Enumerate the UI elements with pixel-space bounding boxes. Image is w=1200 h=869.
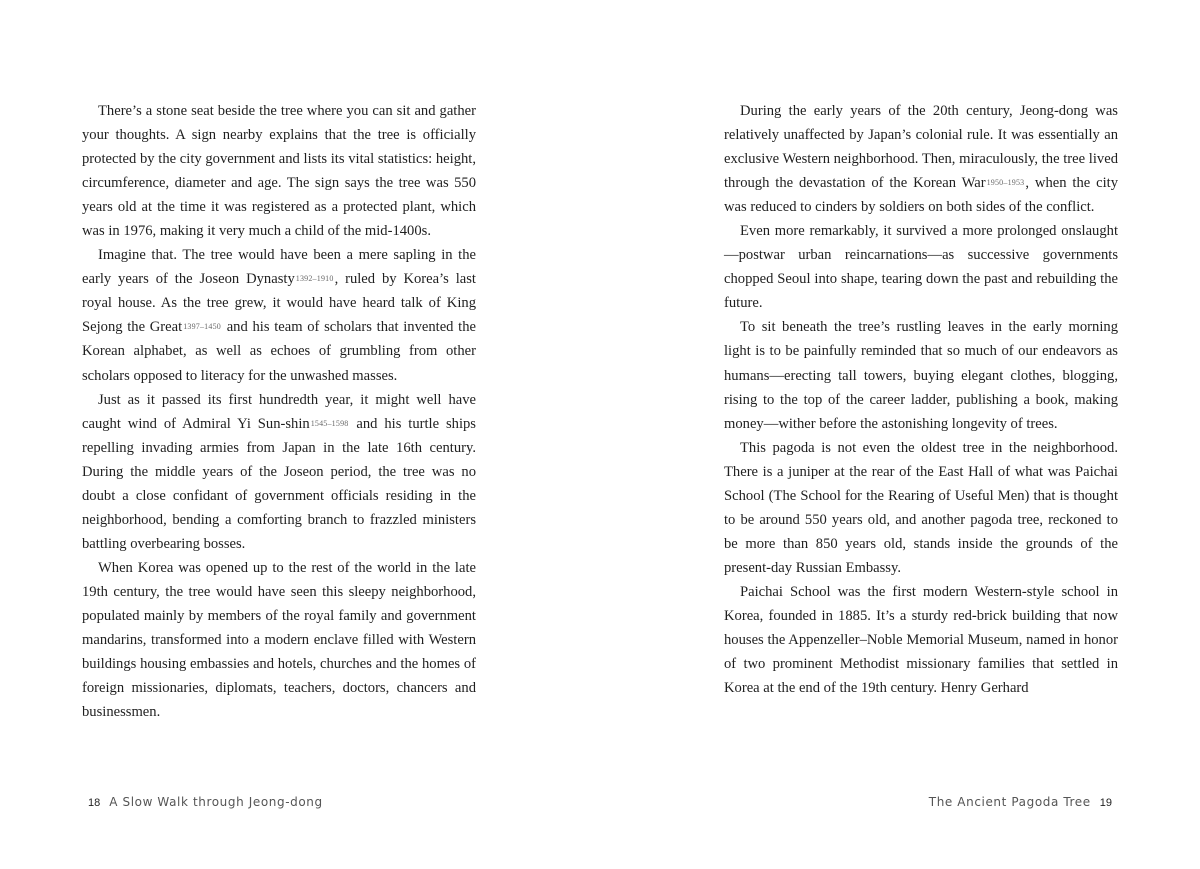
text-run: During the early years of the 20th century, Jeong-dong was relatively unaffected by Japan’s colonial rule. It was essentially an exclusive Western neighborhood. Then, miraculously, the tree lived through the devastation of the Korean War bbox=[724, 103, 1118, 192]
right-page bbox=[600, 0, 1200, 869]
date-range: 1950–1953 bbox=[986, 178, 1025, 188]
text-run: When Korea was opened up to the rest of the world in the late 19th century, the tree would have seen this sleepy neighborhood, populated mainly by members of the royal family and government mandarins, transformed into a modern enclave filled with Western buildings housing embassies and hotels, churches and the homes of foreign missionaries, diplomats, teachers, doctors, chancers and businessmen. bbox=[82, 559, 476, 721]
text-run: This pagoda is not even the oldest tree in the neighborhood. There is a juniper at the rear of the East Hall of what was Paichai School (The School for the Rearing of Useful Men) that is thought to be around 550 years old, and another pagoda tree, reckoned to be more than 850 years old, stands inside the grounds of the present-day Russian Embassy. bbox=[724, 439, 1118, 576]
paragraph bbox=[724, 436, 1118, 580]
paragraph bbox=[724, 99, 1118, 219]
text-run: Paichai School was the first modern Western-style school in Korea, founded in 1885. It’s a sturdy red-brick building that now houses the Appenzeller–Noble Memorial Museum, named in honor of two prominent Methodist missionary families that settled in Korea at the end of the 19th century. Henry Gerhard bbox=[724, 583, 1118, 697]
page-number: 19 bbox=[1099, 797, 1112, 809]
text-run: Imagine that. The tree would have been a mere sapling in the early years of the Joseon Dynasty bbox=[82, 247, 476, 288]
paragraph bbox=[724, 315, 1118, 435]
date-range: 1545–1598 bbox=[310, 418, 349, 428]
paragraph bbox=[82, 99, 476, 243]
left-body-text bbox=[82, 99, 476, 724]
text-run: There’s a stone seat beside the tree where you can sit and gather your thoughts. A sign nearby explains that the tree is officially protected by the city government and lists its vital statistics: height, circumference, diameter and age. The sign says the tree was 550 years old at the time it was registered as a protected plant, which was in 1976, making it very much a child of the mid-1400s. bbox=[82, 103, 476, 240]
text-run: , ruled by Korea’s last royal house. As the tree grew, it would have heard talk of King Sejong the Great bbox=[82, 271, 476, 336]
paragraph bbox=[724, 580, 1118, 700]
left-footer bbox=[82, 795, 323, 810]
text-run: To sit beneath the tree’s rustling leaves in the early morning light is to be painfully reminded that so much of our endeavors as humans—erecting tall towers, buying elegant clothes, blogging, rising to the top of the career ladder, publishing a book, making money—wither before the astonishing longevity of trees. bbox=[724, 319, 1118, 432]
running-title: A Slow Walk through Jeong-dong bbox=[109, 795, 323, 809]
text-run: Just as it passed its first hundredth year, it might well have caught wind of Admiral Yi Sun-shin bbox=[82, 391, 476, 432]
text-run: and his team of scholars that invented the Korean alphabet, as well as echoes of grumbling from other scholars opposed to literacy for the unwashed masses. bbox=[82, 319, 477, 384]
text-run: Even more remarkably, it survived a more prolonged onslaught—postwar urban reincarnations—as successive governments chopped Seoul into shape, tearing down the past and rebuilding the future. bbox=[724, 223, 1118, 312]
right-footer bbox=[929, 795, 1118, 810]
text-run: and his turtle ships repelling invading armies from Japan in the late 16th century. During the middle years of the Joseon period, the tree was no doubt a close confidant of government officials residing in the neighborhood, bending a comforting branch to frazzled ministers battling overbearing bosses. bbox=[82, 415, 476, 552]
date-range: 1392–1910 bbox=[295, 274, 334, 284]
paragraph bbox=[82, 243, 476, 387]
running-title: The Ancient Pagoda Tree bbox=[928, 795, 1091, 809]
right-body-text bbox=[724, 99, 1118, 700]
text-run: , when the city was reduced to cinders by soldiers on both sides of the conflict. bbox=[724, 175, 1118, 216]
paragraph bbox=[82, 556, 476, 724]
date-range: 1397–1450 bbox=[183, 322, 221, 332]
paragraph bbox=[82, 388, 476, 556]
page-number: 18 bbox=[88, 797, 101, 809]
paragraph bbox=[724, 219, 1118, 315]
